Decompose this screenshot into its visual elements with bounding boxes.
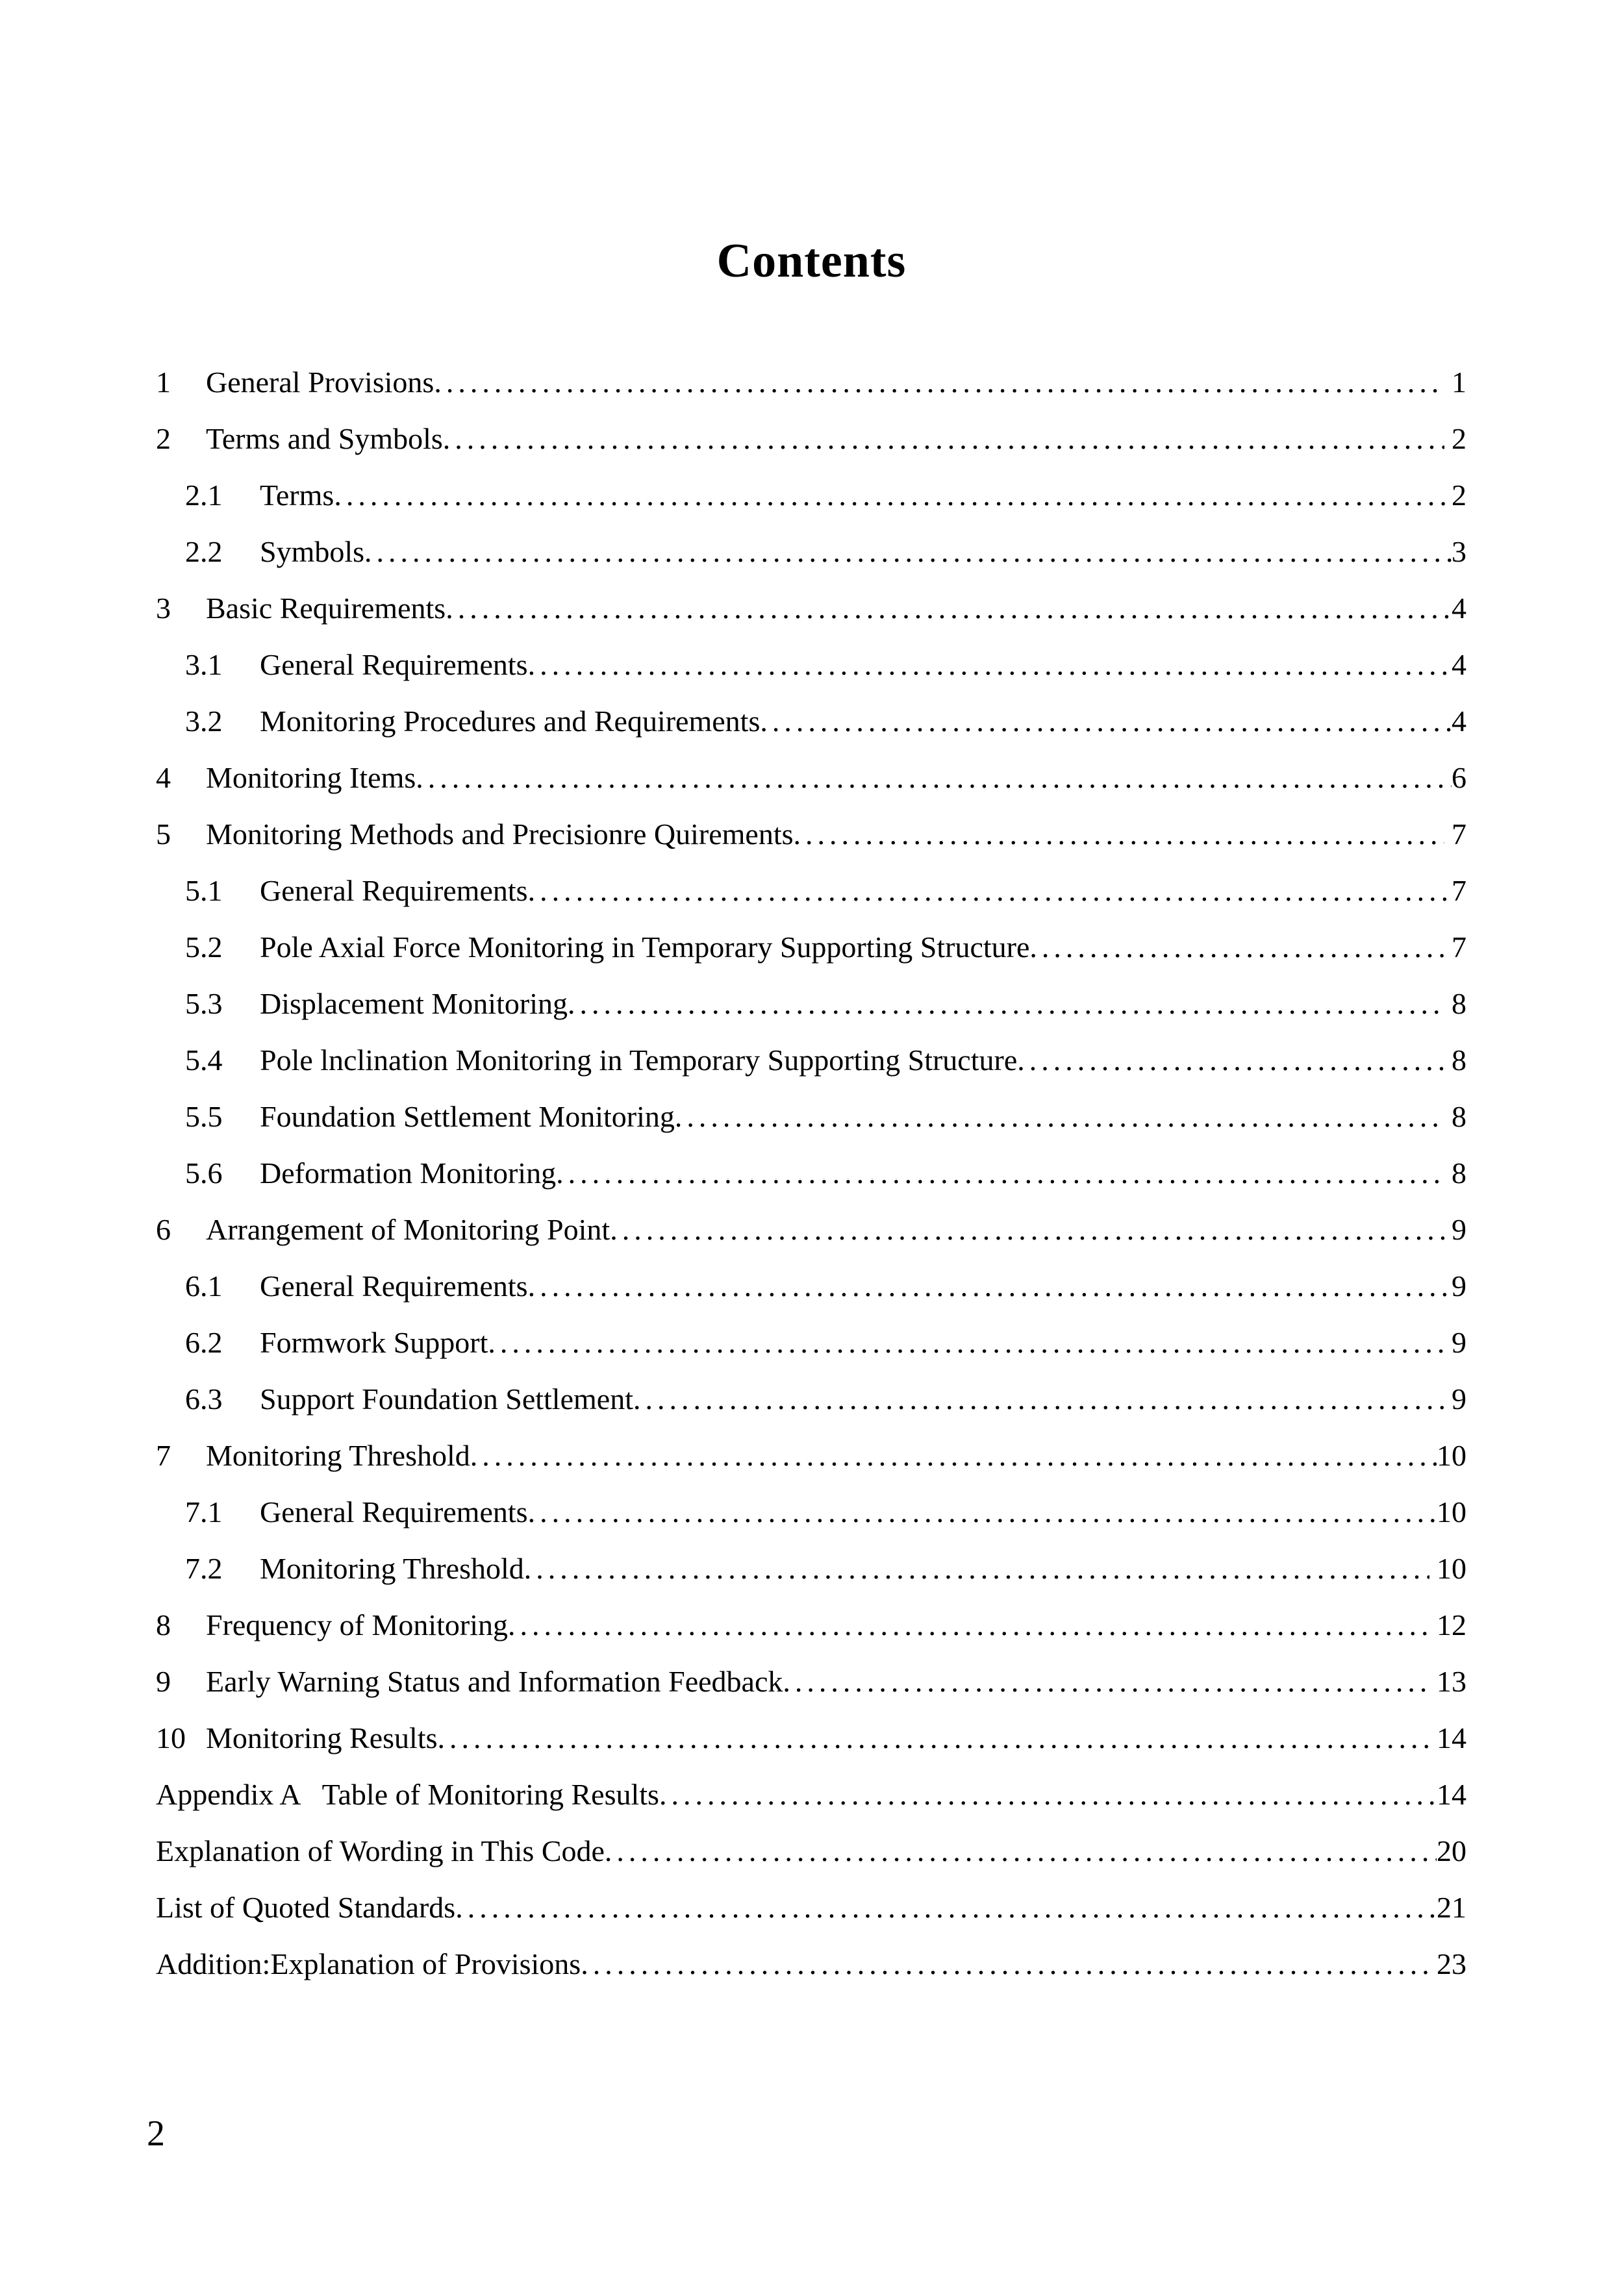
toc-entry-page: 9 — [1452, 1382, 1466, 1416]
toc-entry-number: 7.2 — [185, 1552, 223, 1585]
toc-entry-number: 2 — [156, 422, 171, 455]
toc-entry-page: 10 — [1437, 1495, 1466, 1529]
toc-entry-title: Pole lnclination Monitoring in Temporary Supporting Structure — [260, 1043, 1018, 1077]
toc-entry-number: Appendix A — [156, 1778, 301, 1811]
toc-leader-dots — [633, 1371, 1452, 1427]
toc-entry-title: Terms — [260, 479, 334, 512]
toc-entry-page: 1 — [1444, 366, 1466, 399]
toc-leader-dots — [659, 1766, 1437, 1823]
toc-entry-title: Displacement Monitoring — [260, 987, 568, 1020]
toc-entry — [156, 1484, 1466, 1540]
toc-entry-title: Arrangement of Monitoring Point — [206, 1213, 610, 1246]
toc-entry-page: 7 — [1452, 930, 1466, 964]
toc-entry-page: 7 — [1452, 874, 1466, 907]
toc-leader-dots — [556, 1145, 1444, 1201]
toc-entry — [156, 1201, 1466, 1258]
toc-entry-title: Table of Monitoring Results — [321, 1778, 659, 1811]
toc-entry — [156, 1936, 1466, 1992]
toc-entry — [156, 693, 1466, 749]
toc-entry — [156, 1879, 1466, 1936]
page-number: 2 — [147, 2114, 165, 2154]
toc-entry-number: 5 — [156, 817, 171, 851]
toc-entry — [156, 1145, 1466, 1201]
toc-leader-dots — [528, 862, 1452, 919]
toc-entry-title: General Requirements — [260, 1269, 528, 1303]
toc-entry-title: General Provisions — [206, 366, 434, 399]
toc-entry — [156, 806, 1466, 862]
toc-entry-title: Explanation of Wording in This Code — [156, 1834, 605, 1867]
toc-entry-number: 6.1 — [185, 1269, 223, 1303]
toc-entry — [156, 580, 1466, 636]
toc-entry-title: Formwork Support — [260, 1326, 488, 1359]
toc-entry-page: 10 — [1437, 1439, 1466, 1472]
toc-entry-title: Monitoring Threshold — [260, 1552, 524, 1585]
toc-entry — [156, 749, 1466, 806]
toc-entry-title: Symbols — [260, 535, 365, 568]
toc-entry-title: Monitoring Results — [206, 1721, 438, 1754]
toc-entry — [156, 1314, 1466, 1371]
toc-leader-dots — [334, 467, 1452, 523]
toc-entry-number: 1 — [156, 366, 171, 399]
toc-entry-page: 8 — [1444, 1156, 1466, 1190]
toc-leader-dots — [524, 1540, 1429, 1597]
toc-leader-dots — [364, 523, 1452, 580]
table-of-contents — [156, 354, 1466, 1992]
toc-entry — [156, 1088, 1466, 1145]
toc-entry-page: 9 — [1444, 1326, 1466, 1359]
toc-entry-number: 6.2 — [185, 1326, 223, 1359]
toc-leader-dots — [416, 749, 1452, 806]
toc-entry-page: 6 — [1452, 761, 1466, 794]
toc-leader-dots — [455, 1879, 1437, 1936]
toc-entry — [156, 1540, 1466, 1597]
toc-entry-page: 9 — [1444, 1213, 1466, 1246]
toc-entry-title: Frequency of Monitoring — [206, 1608, 509, 1641]
toc-entry-number: 2.2 — [185, 535, 223, 568]
toc-entry-title: Support Foundation Settlement — [260, 1382, 633, 1416]
toc-leader-dots — [438, 1710, 1429, 1766]
toc-entry-number: 5.3 — [185, 987, 223, 1020]
toc-entry-title: Deformation Monitoring — [260, 1156, 557, 1190]
toc-entry-number: 6.3 — [185, 1382, 223, 1416]
toc-entry — [156, 354, 1466, 410]
toc-entry-title: General Requirements — [260, 1495, 528, 1529]
toc-entry-page: 14 — [1429, 1721, 1466, 1754]
toc-leader-dots — [446, 580, 1452, 636]
toc-entry-title: General Requirements — [260, 648, 528, 681]
toc-leader-dots — [443, 410, 1444, 467]
toc-leader-dots — [568, 975, 1444, 1032]
page-title: Contents — [716, 234, 907, 288]
toc-entry-number: 5.5 — [185, 1100, 223, 1133]
toc-leader-dots — [783, 1653, 1429, 1710]
toc-entry-page: 8 — [1444, 1100, 1466, 1133]
toc-entry-page: 2 — [1444, 422, 1466, 455]
toc-entry-title: Terms and Symbols — [206, 422, 443, 455]
toc-entry-page: 4 — [1452, 592, 1466, 625]
toc-entry — [156, 1258, 1466, 1314]
toc-entry — [156, 1823, 1466, 1879]
toc-entry — [156, 919, 1466, 975]
toc-leader-dots — [610, 1201, 1444, 1258]
toc-entry-title: Monitoring Procedures and Requirements — [260, 705, 761, 738]
toc-entry-number: 8 — [156, 1608, 171, 1641]
toc-entry-number: 2.1 — [185, 479, 223, 512]
toc-entry-number: 5.2 — [185, 930, 223, 964]
toc-entry-title: Early Warning Status and Information Feedback — [206, 1665, 783, 1698]
toc-entry-page: 21 — [1437, 1891, 1466, 1924]
toc-leader-dots — [1029, 919, 1452, 975]
toc-entry — [156, 467, 1466, 523]
toc-entry — [156, 1032, 1466, 1088]
toc-entry-number: 10 — [156, 1721, 186, 1754]
toc-entry-title: Addition:Explanation of Provisions — [156, 1947, 581, 1980]
toc-entry-number: 9 — [156, 1665, 171, 1698]
toc-leader-dots — [528, 636, 1452, 693]
toc-leader-dots — [508, 1597, 1429, 1653]
toc-entry — [156, 1371, 1466, 1427]
toc-entry-number: 7 — [156, 1439, 171, 1472]
toc-entry-title: Foundation Settlement Monitoring — [260, 1100, 675, 1133]
toc-entry-number: 5.1 — [185, 874, 223, 907]
toc-entry-page: 4 — [1452, 705, 1466, 738]
toc-leader-dots — [1017, 1032, 1452, 1088]
toc-leader-dots — [794, 806, 1444, 862]
toc-entry-page: 3 — [1452, 535, 1466, 568]
toc-leader-dots — [581, 1936, 1429, 1992]
toc-entry-number: 3 — [156, 592, 171, 625]
toc-entry — [156, 1766, 1466, 1823]
toc-entry — [156, 523, 1466, 580]
toc-entry-title: Monitoring Threshold — [206, 1439, 470, 1472]
toc-entry-page: 20 — [1437, 1834, 1466, 1867]
toc-entry-page: 8 — [1444, 987, 1466, 1020]
toc-entry-number: 5.6 — [185, 1156, 223, 1190]
toc-entry-page: 9 — [1452, 1269, 1466, 1303]
toc-entry-title: Monitoring Methods and Precisionre Quirements — [206, 817, 794, 851]
toc-entry-page: 2 — [1452, 479, 1466, 512]
toc-entry-page: 12 — [1429, 1608, 1466, 1641]
toc-entry-number: 3.1 — [185, 648, 223, 681]
toc-entry-title: Monitoring Items — [206, 761, 416, 794]
toc-entry-page: 4 — [1452, 648, 1466, 681]
toc-entry-title: List of Quoted Standards — [156, 1891, 456, 1924]
toc-leader-dots — [528, 1258, 1452, 1314]
toc-leader-dots — [488, 1314, 1444, 1371]
toc-entry-page: 10 — [1429, 1552, 1466, 1585]
toc-leader-dots — [470, 1427, 1437, 1484]
toc-entry — [156, 1597, 1466, 1653]
toc-entry-title: General Requirements — [260, 874, 528, 907]
toc-entry-page: 14 — [1437, 1778, 1466, 1811]
toc-entry — [156, 975, 1466, 1032]
toc-entry — [156, 1427, 1466, 1484]
toc-entry — [156, 1710, 1466, 1766]
toc-entry-title: Basic Requirements — [206, 592, 446, 625]
toc-entry — [156, 1653, 1466, 1710]
toc-entry-page: 7 — [1444, 817, 1466, 851]
toc-entry — [156, 636, 1466, 693]
toc-entry — [156, 862, 1466, 919]
toc-leader-dots — [675, 1088, 1444, 1145]
toc-entry-page: 8 — [1452, 1043, 1466, 1077]
toc-leader-dots — [434, 354, 1444, 410]
toc-leader-dots — [605, 1823, 1437, 1879]
toc-leader-dots — [528, 1484, 1437, 1540]
toc-entry-page: 23 — [1429, 1947, 1466, 1980]
toc-entry-number: 5.4 — [185, 1043, 223, 1077]
toc-entry-number: 3.2 — [185, 705, 223, 738]
toc-entry-title: Pole Axial Force Monitoring in Temporary Supporting Structure — [260, 930, 1030, 964]
toc-entry-number: 6 — [156, 1213, 171, 1246]
toc-leader-dots — [760, 693, 1452, 749]
toc-entry — [156, 410, 1466, 467]
toc-entry-page: 13 — [1429, 1665, 1466, 1698]
toc-entry-number: 4 — [156, 761, 171, 794]
toc-entry-number: 7.1 — [185, 1495, 223, 1529]
